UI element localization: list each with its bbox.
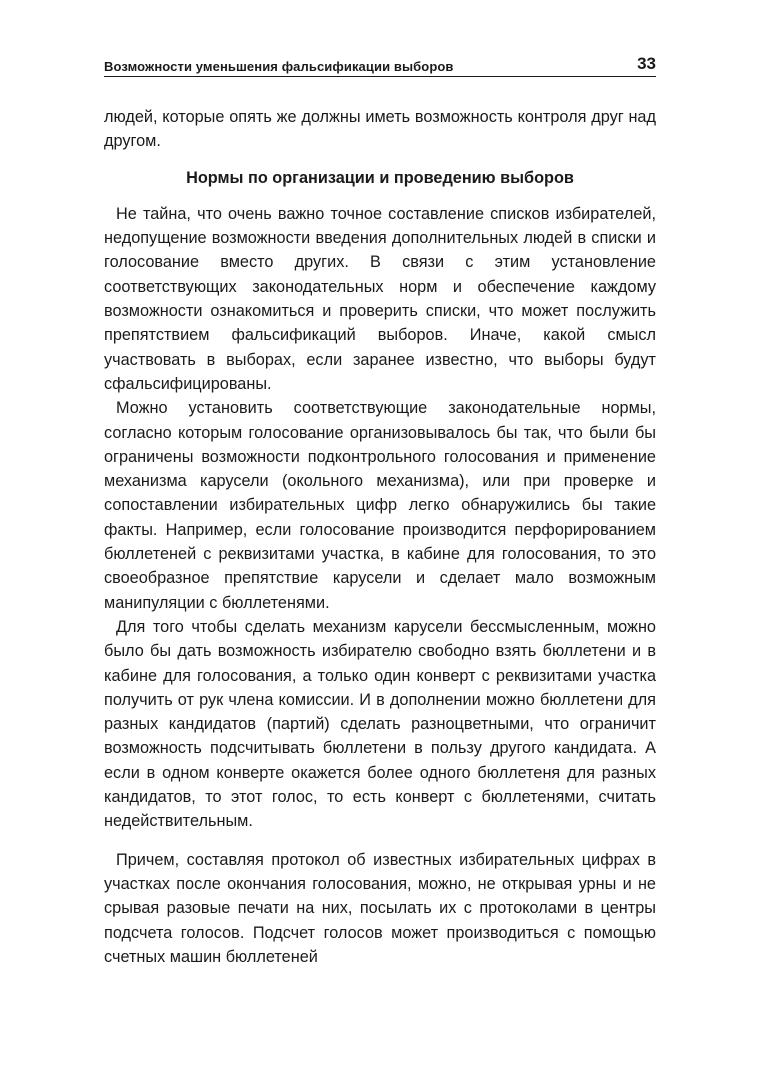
page-number: 33	[637, 54, 656, 73]
paragraph: Можно установить соответствующие законодательные нормы, согласно которым голосование организовывалось бы так, что были бы ограничены возможности подконтрольного голосования и применение механизма карусели (окольного механизма), или при проверке и сопоставлении избирательных цифр легко обнаружились бы такие факты. Например, если голосование производится перфорированием бюллетеней с реквизитами участка, в кабине для голосования, то это своеобразное препятствие карусели и сделает мало возможным манипуляции с бюллетенями.	[104, 399, 656, 612]
continuation-paragraph: людей, которые опять же должны иметь возможность контроля друг над другом.	[104, 108, 656, 151]
running-header	[104, 52, 656, 77]
book-page	[104, 52, 656, 969]
paragraph: Для того чтобы сделать механизм карусели бессмысленным, можно было бы дать возможность избирателю свободно взять бюллетени и в кабине для голосования, а только один конверт с реквизитами участка получить от рук члена комиссии. И в дополнении можно бюллетени для разных кандидатов (партий) сделать разноцветными, что ограничит возможность подсчитывать бюллетени в пользу другого кандидата. А если в одном конверте окажется более одного бюллетеня для разных кандидатов, то этот голос, то есть конверт с бюллетенями, считать недействительным.	[104, 617, 656, 831]
page-content	[104, 105, 656, 969]
paragraph: Причем, составляя протокол об известных избирательных цифрах в участках после окончания голосования, можно, не открывая урны и не срывая разовые печати на них, посылать их с протоколами в центры подсчета голосов. Подсчет голосов может производиться с помощью счетных машин бюллетеней	[104, 850, 656, 966]
paragraph: Не тайна, что очень важно точное составление списков избирателей, недопущение возможности введения дополнительных людей в списки и голосование вместо других. В связи с этим установление соответствующих законодательных норм и обеспечение каждому возможности ознакомиться и проверить списки, что может послужить препятствием фальсификаций выборов. Иначе, какой смысл участвовать в выборах, если заранее известно, что выборы будут сфальсифицированы.	[104, 204, 656, 393]
running-title: Возможности уменьшения фальсификации выборов	[104, 59, 454, 74]
section-heading: Нормы по организации и проведению выборов	[186, 168, 574, 187]
